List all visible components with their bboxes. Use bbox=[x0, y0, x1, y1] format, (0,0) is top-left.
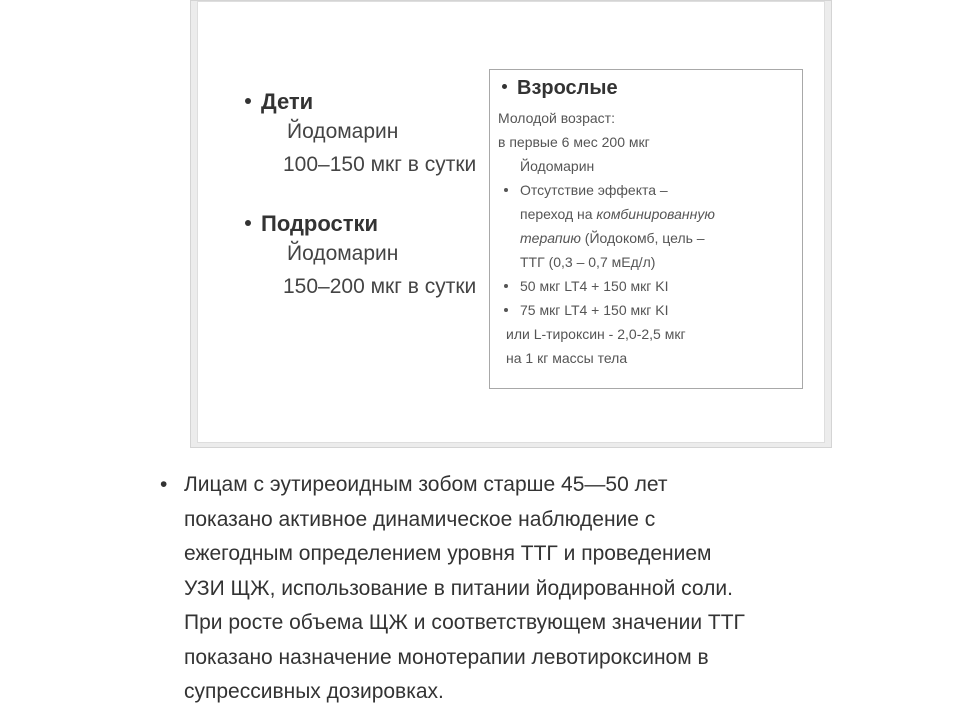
adults-box bbox=[489, 69, 803, 389]
teens-heading bbox=[239, 211, 489, 237]
paragraph-line: Лицам с эутиреоидным зобом старше 45—50 лет bbox=[184, 473, 668, 496]
bullet-icon bbox=[502, 84, 507, 89]
no-effect-2a: переход на bbox=[520, 206, 597, 222]
alt-line-2: на 1 кг массы тела bbox=[506, 350, 628, 366]
no-effect-3b: (Йодокомб, цель – bbox=[580, 230, 705, 246]
children-title: Дети bbox=[261, 89, 314, 114]
combo-line-2: 75 мкг LT4 + 150 мкг KI bbox=[498, 298, 796, 322]
children-heading bbox=[239, 89, 489, 115]
children-dose: 100–150 мкг в сутки bbox=[283, 153, 477, 176]
young-age-label: Молодой возраст: bbox=[498, 110, 615, 126]
teens-group bbox=[239, 211, 489, 303]
left-column bbox=[239, 89, 489, 333]
paragraph-line: супрессивных дозировках. bbox=[184, 680, 444, 703]
first-months-line: в первые 6 мес 200 мкг bbox=[498, 134, 650, 150]
teens-title: Подростки bbox=[261, 211, 379, 236]
no-effect-2b: комбинированную bbox=[596, 206, 715, 222]
figure-canvas bbox=[197, 1, 825, 443]
bullet-paragraph bbox=[160, 468, 920, 710]
combo-line-1: 50 мкг LT4 + 150 мкг KI bbox=[498, 274, 796, 298]
no-effect-line-2 bbox=[520, 202, 796, 226]
no-effect-line-3 bbox=[520, 226, 796, 250]
children-group bbox=[239, 89, 489, 181]
paragraph-line: показано активное динамическое наблюдение с bbox=[184, 507, 656, 531]
scanned-figure bbox=[190, 0, 832, 448]
children-drug: Йодомарин bbox=[287, 120, 399, 143]
bullet-icon bbox=[245, 220, 251, 226]
bullet-icon: • bbox=[160, 473, 168, 496]
no-effect-line-1: Отсутствие эффекта – bbox=[498, 178, 796, 202]
no-effect-3a: терапию bbox=[520, 230, 581, 246]
teens-drug: Йодомарин bbox=[287, 242, 399, 265]
paragraph-line: УЗИ ЩЖ, использование в питании йодированной соли. bbox=[184, 576, 733, 600]
paragraph-line: При росте объема ЩЖ и соответствующем значении ТТГ bbox=[184, 611, 745, 634]
bullet-icon bbox=[245, 98, 251, 104]
paragraph-line: ежегодным определением уровня ТТГ и проведением bbox=[184, 542, 712, 565]
paragraph-line: показано назначение монотерапии левотироксином в bbox=[184, 645, 709, 669]
teens-dose: 150–200 мкг в сутки bbox=[283, 275, 477, 298]
alt-line-1: или L-тироксин - 2,0-2,5 мкг bbox=[506, 326, 686, 342]
adults-heading bbox=[498, 76, 796, 100]
no-effect-line-4: ТТГ (0,3 – 0,7 мЕд/л) bbox=[520, 254, 656, 270]
first-months-drug: Йодомарин bbox=[520, 158, 595, 174]
adults-title: Взрослые bbox=[517, 77, 618, 99]
